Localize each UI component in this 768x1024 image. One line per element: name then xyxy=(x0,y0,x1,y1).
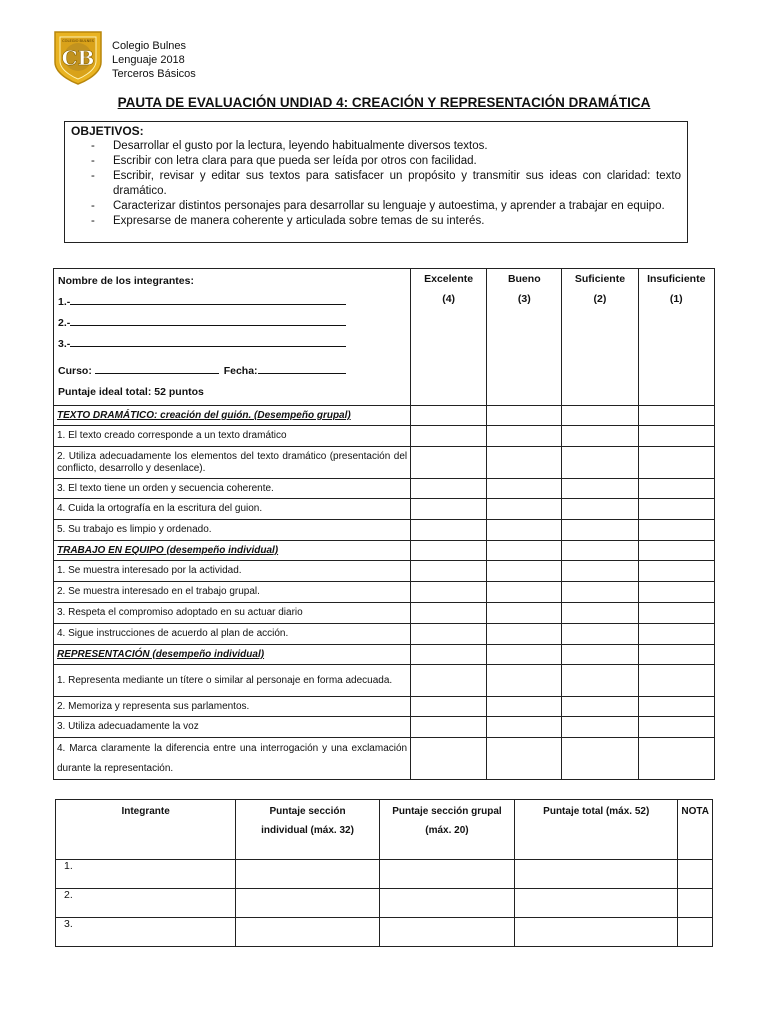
members-label: Nombre de los integrantes: xyxy=(58,275,194,287)
summary-table xyxy=(55,799,713,947)
objective-item: - Escribir con letra clara para que pueda ser leída por otros con facilidad. xyxy=(91,155,477,167)
member-line-3: 3.- xyxy=(58,334,406,355)
objectives-list xyxy=(71,139,681,229)
grade-level: Terceros Básicos xyxy=(112,68,196,80)
objective-item: - Escribir, revisar y editar sus textos para satisfacer un propósito y transmitir sus ideas con claridad: texto dramático. xyxy=(91,170,681,197)
level-suficiente: Suficiente (2) xyxy=(562,269,638,406)
summary-header-grupal: Puntaje sección grupal (máx. 20) xyxy=(379,800,514,860)
criterion-row: 2. Utiliza adecuadamente los elementos del texto dramático (presentación del conflicto, desarrollo y desenlace). xyxy=(54,447,715,479)
curso-field[interactable] xyxy=(95,362,219,374)
logo-letters: CB xyxy=(61,46,95,70)
fecha-field[interactable] xyxy=(258,362,346,374)
objectives-box xyxy=(64,121,688,243)
page-title: PAUTA DE EVALUACIÓN UNDIAD 4: CREACIÓN Y REPRESENTACIÓN DRAMÁTICA xyxy=(117,95,651,110)
objective-item: - Expresarse de manera coherente y articulada sobre temas de su interés. xyxy=(91,215,485,227)
criterion-row: 1. El texto creado corresponde a un texto dramático xyxy=(54,426,715,447)
summary-header-nota: NOTA xyxy=(678,800,713,860)
level-excelente: Excelente (4) xyxy=(411,269,487,406)
summary-row: 1. xyxy=(56,860,713,889)
level-bueno: Bueno (3) xyxy=(487,269,562,406)
school-info xyxy=(112,39,196,81)
logo-text: COLEGIO BULNES xyxy=(62,39,94,43)
ideal-score: Puntaje ideal total: 52 puntos xyxy=(58,386,204,398)
criterion-row: 4. Marca claramente la diferencia entre una interrogación y una exclamación durante la representación. xyxy=(54,738,715,780)
criterion-row: 5. Su trabajo es limpio y ordenado. xyxy=(54,520,715,541)
level-insuficiente: Insuficiente (1) xyxy=(638,269,715,406)
shield-icon xyxy=(53,30,103,86)
criterion-row: 2. Memoriza y representa sus parlamentos. xyxy=(54,697,715,717)
summary-header-individual: Puntaje sección individual (máx. 32) xyxy=(236,800,380,860)
rubric-table xyxy=(53,268,715,780)
member-line-1: 1.- xyxy=(58,292,406,313)
criterion-row: 1. Se muestra interesado por la actividad. xyxy=(54,561,715,582)
criterion-row: 1. Representa mediante un títere o similar al personaje en forma adecuada. xyxy=(54,665,715,697)
criterion-row: 4. Cuida la ortografía en la escritura del guion. xyxy=(54,499,715,520)
section-header: TRABAJO EN EQUIPO (desempeño individual) xyxy=(54,541,715,561)
criterion-row: 3. Utiliza adecuadamente la voz xyxy=(54,717,715,738)
section-header: TEXTO DRAMÁTICO: creación del guión. (Desempeño grupal) xyxy=(54,406,715,426)
section-header: REPRESENTACIÓN (desempeño individual) xyxy=(54,645,715,665)
criterion-row: 3. Respeta el compromiso adoptado en su actuar diario xyxy=(54,603,715,624)
member-line-2: 2.- xyxy=(58,313,406,334)
summary-header-total: Puntaje total (máx. 52) xyxy=(515,800,678,860)
summary-row: 3. xyxy=(56,918,713,947)
objective-item: - Desarrollar el gusto por la lectura, leyendo habitualmente diversos textos. xyxy=(91,140,488,152)
school-name: Colegio Bulnes xyxy=(112,40,186,52)
criterion-row: 2. Se muestra interesado en el trabajo grupal. xyxy=(54,582,715,603)
criterion-row: 4. Sigue instrucciones de acuerdo al plan de acción. xyxy=(54,624,715,645)
school-logo xyxy=(53,30,103,86)
members-header-cell xyxy=(54,269,411,406)
objective-item: - Caracterizar distintos personajes para desarrollar su lenguaje y autoestima, y aprender a trabajar en equipo. xyxy=(91,200,665,212)
curso-fecha-line: Curso: Fecha: xyxy=(58,361,406,382)
criterion-row: 3. El texto tiene un orden y secuencia coherente. xyxy=(54,479,715,499)
summary-header-integrante: Integrante xyxy=(56,800,236,860)
subject-year: Lenguaje 2018 xyxy=(112,54,185,66)
objectives-heading: OBJETIVOS: xyxy=(71,124,144,138)
summary-row: 2. xyxy=(56,889,713,918)
